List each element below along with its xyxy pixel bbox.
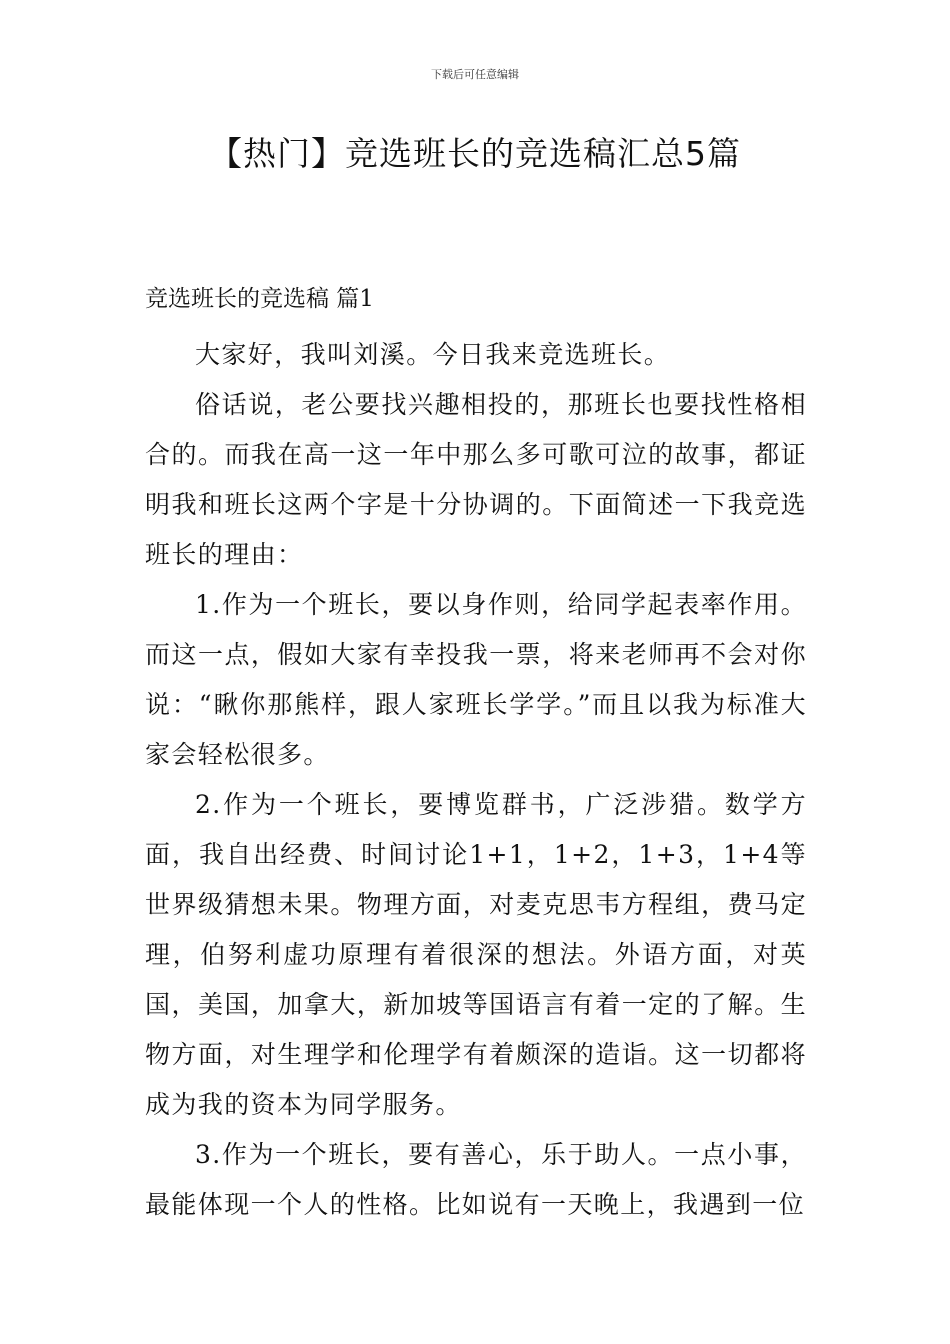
paragraph: 3.作为一个班长，要有善心，乐于助人。一点小事，最能体现一个人的性格。比如说有一天晚上，我遇到一位 bbox=[145, 1140, 807, 1219]
document-title: 【热门】竞选班长的竞选稿汇总5篇 bbox=[209, 134, 741, 173]
paragraph: 2.作为一个班长，要博览群书，广泛涉猎。数学方面，我自出经费、时间讨论1+1，1+2，1+3，1+4等世界级猜想未果。物理方面，对麦克思韦方程组，费马定理，伯努利虚功原理有着很深的想法。外语方面，对英国，美国，加拿大，新加坡等国语言有着一定的了解。生物方面，对生理学和伦理学有着颇深的造诣。这一切都将成为我的资本为同学服务。 bbox=[145, 790, 807, 1119]
paragraph: 俗话说，老公要找兴趣相投的，那班长也要找性格相合的。而我在高一这一年中那么多可歌可泣的故事，都证明我和班长这两个字是十分协调的。下面简述一下我竞选班长的理由： bbox=[145, 390, 807, 569]
paragraph: 大家好，我叫刘溪。今日我来竞选班长。 bbox=[195, 340, 671, 369]
header-note: 下载后可任意编辑 bbox=[431, 68, 519, 81]
paragraph: 1.作为一个班长，要以身作则，给同学起表率作用。而这一点，假如大家有幸投我一票，将来老师再不会对你说：“瞅你那熊样，跟人家班长学学。”而且以我为标准大家会轻松很多。 bbox=[145, 590, 807, 769]
section-heading: 竞选班长的竞选稿 篇1 bbox=[145, 286, 374, 312]
body-text bbox=[145, 330, 807, 1230]
